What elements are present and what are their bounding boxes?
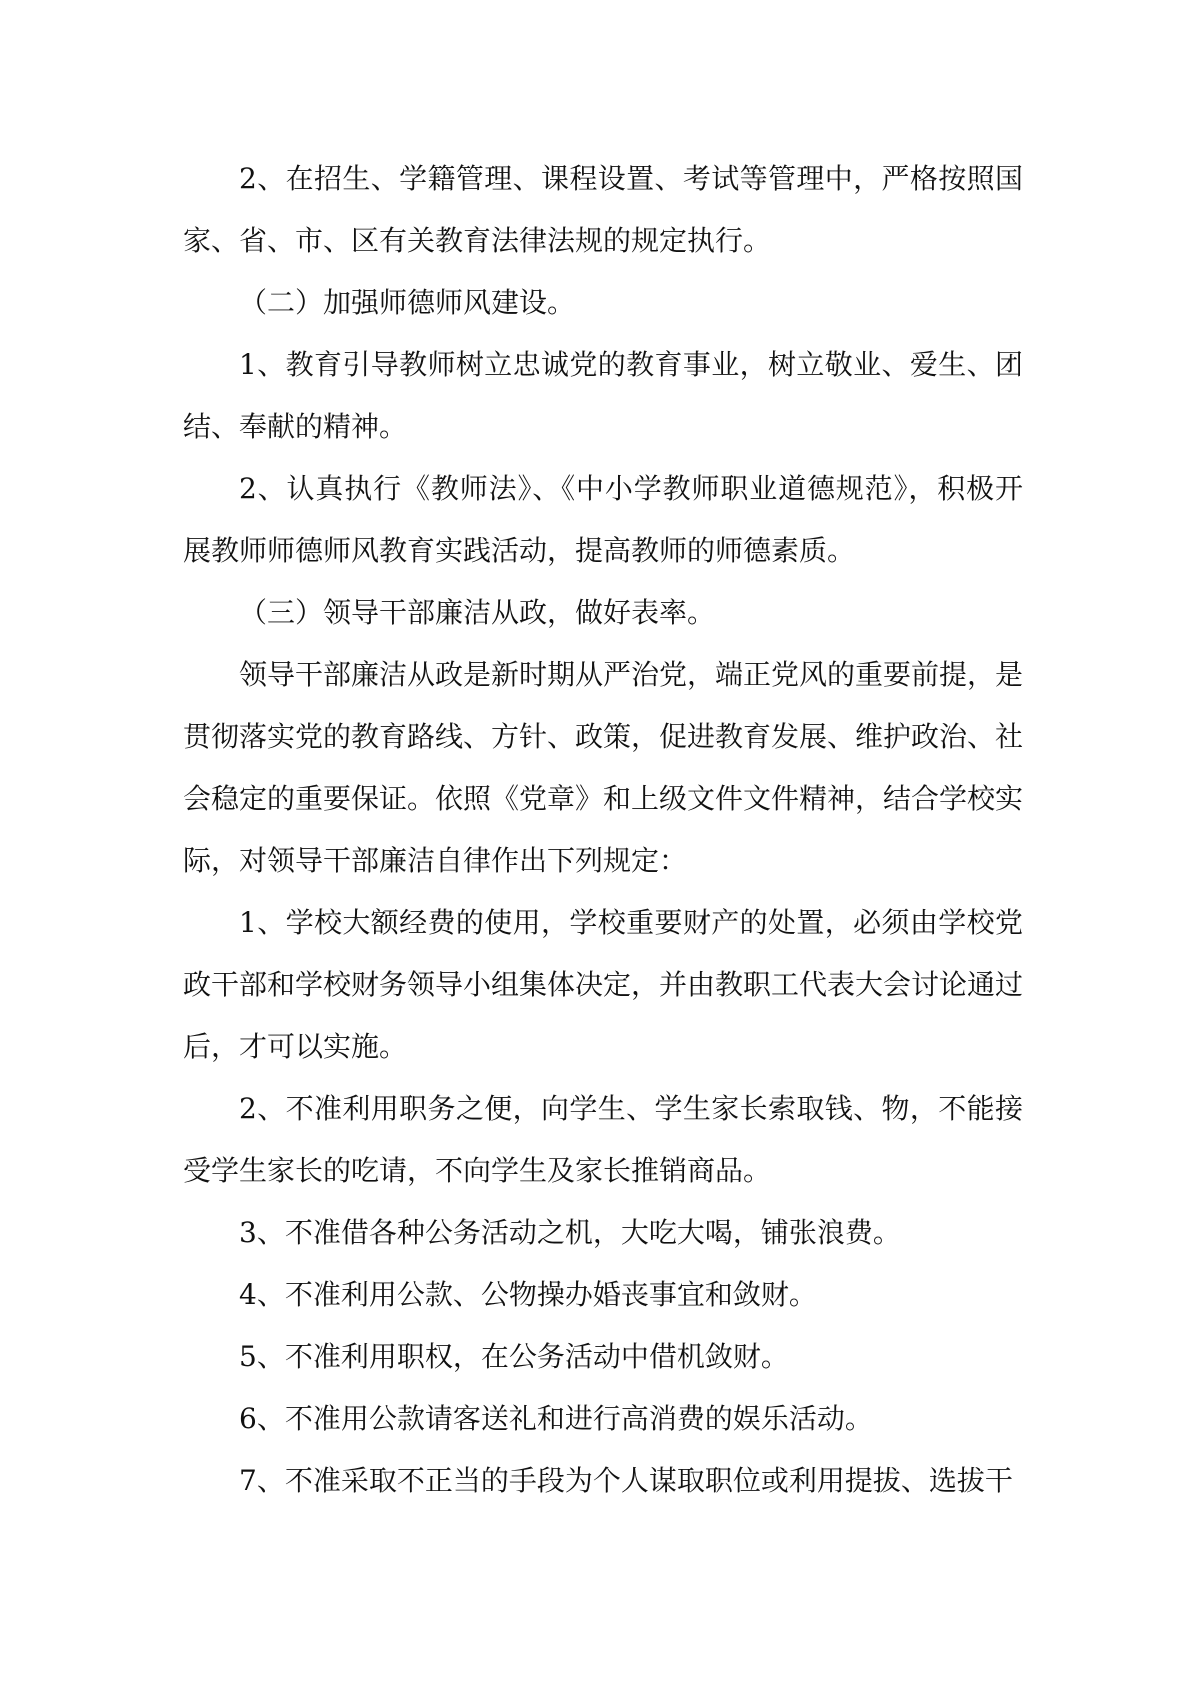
paragraph-teacher-guidance: 1、教育引导教师树立忠诚党的教育事业，树立敬业、爱生、团结、奉献的精神。 (183, 348, 1023, 443)
rule-item-5: 5、不准利用职权，在公务活动中借机敛财。 (239, 1340, 789, 1373)
rule-item-1: 1、学校大额经费的使用，学校重要财产的处置，必须由学校党政干部和学校财务领导小组集体决定，并由教职工代表大会讨论通过后，才可以实施。 (183, 906, 1024, 1063)
rule-item-2: 2、不准利用职务之便，向学生、学生家长索取钱、物，不能接受学生家长的吃请，不向学生及家长推销商品。 (183, 1092, 1023, 1187)
rule-item-4: 4、不准利用公款、公物操办婚丧事宜和敛财。 (239, 1278, 817, 1311)
document-body (183, 148, 1023, 1512)
rule-item-6: 6、不准用公款请客送礼和进行高消费的娱乐活动。 (239, 1402, 873, 1435)
section-heading-leadership-integrity: （三）领导干部廉洁从政，做好表率。 (239, 596, 716, 629)
rule-item-3: 3、不准借各种公务活动之机，大吃大喝，铺张浪费。 (239, 1216, 901, 1249)
section-heading-teacher-ethics: （二）加强师德师风建设。 (239, 286, 576, 319)
paragraph-leadership-intro: 领导干部廉洁从政是新时期从严治党，端正党风的重要前提，是贯彻落实党的教育路线、方针、政策，促进教育发展、维护政治、社会稳定的重要保证。依照《党章》和上级文件文件精神，结合学校实际，对领导干部廉洁自律作出下列规定： (183, 658, 1024, 877)
paragraph-teacher-law: 2、认真执行《教师法》、《中小学教师职业道德规范》，积极开展教师师德师风教育实践活动，提高教师的师德素质。 (183, 472, 1023, 567)
rule-item-7: 7、不准采取不正当的手段为个人谋取职位或利用提拔、选拔干 (239, 1464, 1013, 1497)
paragraph-admissions: 2、在招生、学籍管理、课程设置、考试等管理中，严格按照国家、省、市、区有关教育法律法规的规定执行。 (183, 162, 1023, 257)
